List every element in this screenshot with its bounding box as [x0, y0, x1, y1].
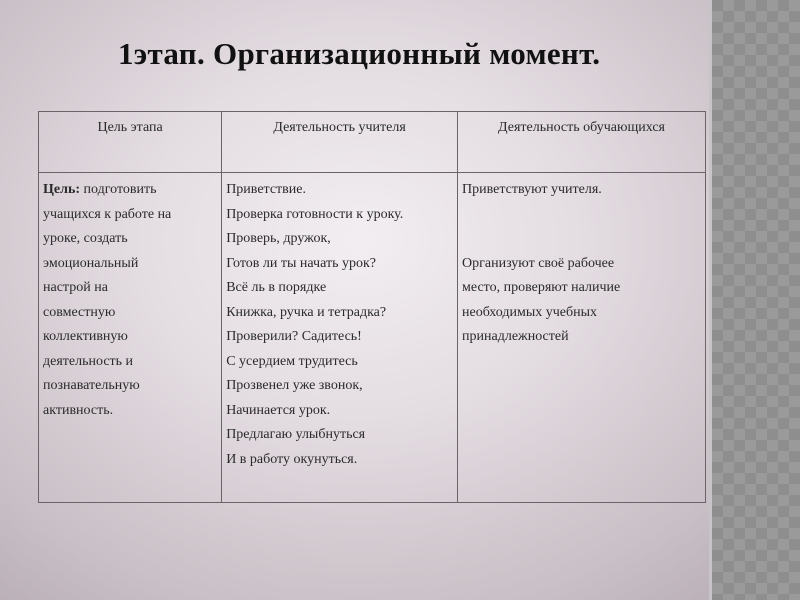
goal-line: совместную — [43, 304, 116, 320]
header-student-activity: Деятельность обучающихся — [458, 112, 706, 173]
goal-line: эмоциональный — [43, 255, 139, 271]
teacher-line: Всё ль в порядке — [226, 280, 327, 295]
student-activity-cell — [458, 173, 706, 503]
teacher-line: Приветствие. — [226, 182, 306, 197]
teacher-line: Проверили? Садитесь! — [226, 329, 362, 344]
teacher-activity-cell — [222, 173, 458, 503]
student-line: необходимых учебных — [462, 304, 598, 320]
goal-line — [43, 178, 217, 203]
goal-line: учащихся к работе на — [43, 206, 172, 222]
teacher-line: Готов ли ты начать урок? — [226, 255, 376, 271]
student-line: место, проверяют наличие — [462, 280, 621, 295]
teacher-line: И в работу окунуться. — [226, 451, 358, 467]
table-header-row — [39, 112, 706, 173]
teacher-line: Книжка, ручка и тетрадка? — [226, 304, 387, 320]
teacher-line: Проверь, дружок, — [226, 231, 331, 246]
decorative-side-pattern — [712, 0, 800, 600]
goal-text: подготовить — [80, 182, 157, 197]
teacher-line: Проверка готовности к уроку. — [226, 206, 404, 222]
lesson-stage-table — [38, 111, 706, 503]
teacher-line: Начинается урок. — [226, 402, 331, 418]
header-teacher-activity: Деятельность учителя — [222, 112, 458, 173]
teacher-line: Предлагаю улыбнуться — [226, 427, 366, 442]
student-line: Приветствуют учителя. — [462, 182, 602, 197]
goal-line: уроке, создать — [43, 231, 128, 246]
goal-line: активность. — [43, 402, 114, 418]
teacher-line: С усердием трудитесь — [226, 353, 358, 369]
spacer — [462, 203, 701, 252]
table-row — [39, 173, 706, 503]
goal-line: настрой на — [43, 280, 108, 295]
teacher-line: Прозвенел уже звонок, — [226, 378, 363, 393]
slide-title: 1этап. Организационный момент. — [118, 36, 601, 71]
student-line: Организуют своё рабочее — [462, 255, 615, 271]
goal-label: Цель: — [43, 182, 81, 197]
goal-line: деятельность и — [43, 353, 134, 369]
goal-line: коллективную — [43, 329, 128, 344]
stage-goal-cell — [39, 173, 222, 503]
header-stage-goal: Цель этапа — [39, 112, 222, 173]
student-line: принадлежностей — [462, 329, 569, 344]
goal-line: познавательную — [43, 378, 140, 393]
